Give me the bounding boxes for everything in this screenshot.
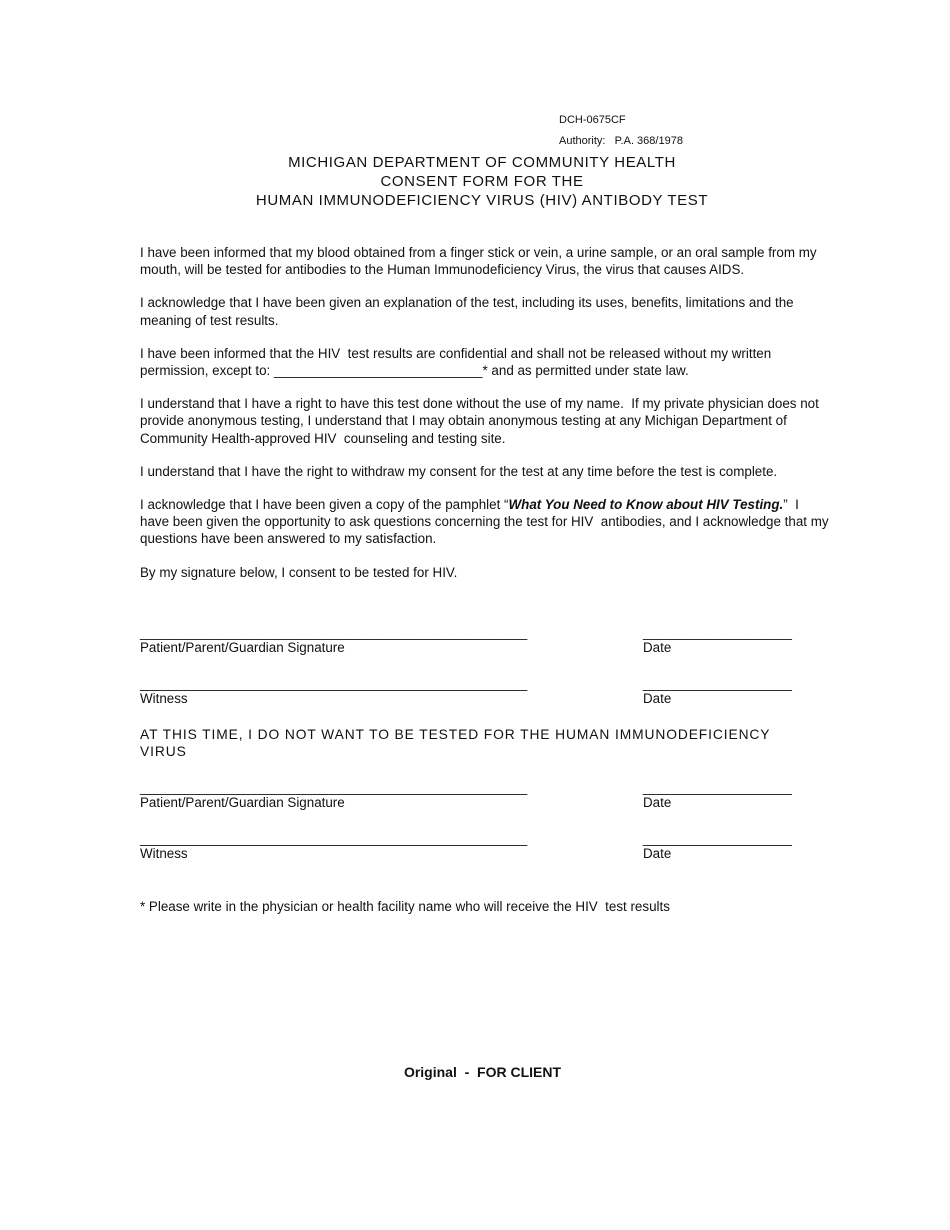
decline-statement: AT THIS TIME, I DO NOT WANT TO BE TESTED FOR THE HUMAN IMMUNODEFICIENCY VIRUS bbox=[140, 727, 771, 759]
paragraph-explanation: I acknowledge that I have been given an explanation of the test, including its uses, benefits, limitations and the meaning of test results. bbox=[140, 295, 794, 328]
paragraph-confidentiality: I have been informed that the HIV test results are confidential and shall not be released without my written permission, except to: ____________________________* and as permitted under state law. bbox=[140, 345, 775, 379]
consent-signature-field[interactable]: ____________________________________________________ bbox=[140, 625, 528, 640]
consent-body bbox=[140, 244, 833, 597]
pamphlet-text-after: ” I have been given the opportunity to ask questions concerning the test for HIV antibodies, and I acknowledge that my questions have been answered to my satisfaction. bbox=[140, 497, 833, 547]
paragraph-anonymous-testing: I understand that I have a right to have this test done without the use of my name. If my private physician does not provide anonymous testing, I understand that I may obtain anonymous testing at any Michigan Department of Community Health-approved HIV counseling and testing site. bbox=[140, 396, 823, 446]
paragraph-consent-statement: By my signature below, I consent to be tested for HIV. bbox=[140, 564, 458, 580]
decline-date-label: Date bbox=[643, 795, 672, 810]
footnote: * Please write in the physician or health facility name who will receive the HIV test results bbox=[140, 899, 670, 914]
header-line-2: CONSENT FORM FOR THE bbox=[380, 173, 584, 190]
decline-date-field[interactable]: ____________________ bbox=[643, 780, 792, 795]
decline-witness-field[interactable]: ____________________________________________________ bbox=[140, 831, 528, 846]
decline-signature-label: Patient/Parent/Guardian Signature bbox=[140, 795, 345, 810]
decline-witness-label: Witness bbox=[140, 846, 188, 861]
consent-witness-date-field[interactable]: ____________________ bbox=[643, 676, 792, 691]
form-header bbox=[140, 153, 824, 210]
consent-witness-date-label: Date bbox=[643, 691, 672, 706]
paragraph-test-description: I have been informed that my blood obtained from a finger stick or vein, a urine sample, or an oral sample from my mouth, will be tested for antibodies to the Human Immunodeficiency Virus, the virus that causes AIDS. bbox=[140, 245, 817, 278]
consent-witness-label: Witness bbox=[140, 691, 188, 706]
consent-witness-field[interactable]: ____________________________________________________ bbox=[140, 676, 528, 691]
header-line-3: HUMAN IMMUNODEFICIENCY VIRUS (HIV) ANTIBODY TEST bbox=[255, 192, 709, 209]
consent-date-field[interactable]: ____________________ bbox=[643, 625, 792, 640]
authority-line: Authority: P.A. 368/1978 bbox=[559, 135, 683, 147]
paragraph-withdraw-consent: I understand that I have the right to withdraw my consent for the test at any time before the test is complete. bbox=[140, 463, 778, 479]
form-number: DCH-0675CF bbox=[559, 114, 626, 126]
pamphlet-title: What You Need to Know about HIV Testing. bbox=[508, 497, 784, 513]
consent-date-label: Date bbox=[643, 640, 672, 655]
paragraph-pamphlet bbox=[140, 496, 833, 548]
copy-designation: Original - FOR CLIENT bbox=[403, 1064, 562, 1080]
consent-signature-label: Patient/Parent/Guardian Signature bbox=[140, 640, 345, 655]
decline-witness-date-label: Date bbox=[643, 846, 672, 861]
decline-signature-field[interactable]: ____________________________________________________ bbox=[140, 780, 528, 795]
decline-witness-date-field[interactable]: ____________________ bbox=[643, 831, 792, 846]
pamphlet-text-before: I acknowledge that I have been given a copy of the pamphlet “ bbox=[140, 497, 509, 513]
header-line-1: MICHIGAN DEPARTMENT OF COMMUNITY HEALTH bbox=[288, 154, 676, 171]
